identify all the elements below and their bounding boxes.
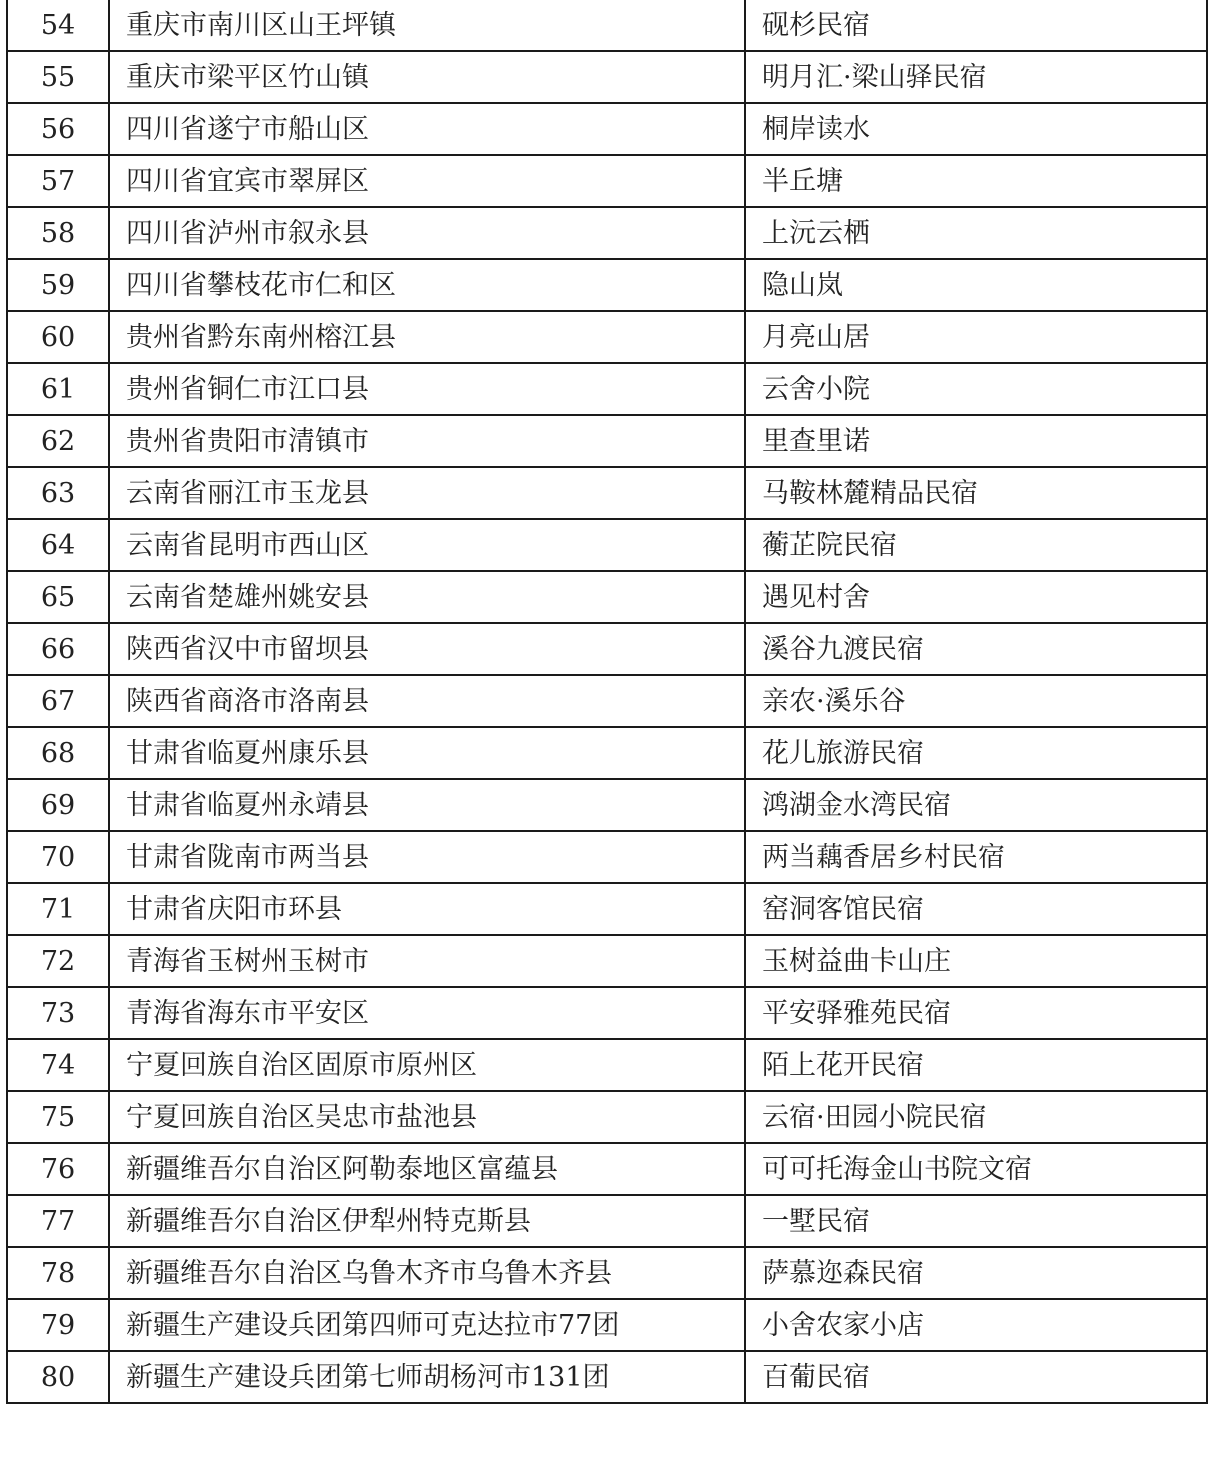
- homestay-list-table: [6, 0, 1208, 1404]
- row-number-cell: 56: [7, 103, 109, 155]
- row-number-cell: 70: [7, 831, 109, 883]
- row-number-cell: 61: [7, 363, 109, 415]
- location-cell: 陕西省商洛市洛南县: [109, 675, 745, 727]
- table-row: [7, 0, 1207, 51]
- table-row: [7, 311, 1207, 363]
- table-row: [7, 1091, 1207, 1143]
- row-number-cell: 67: [7, 675, 109, 727]
- location-cell: 重庆市梁平区竹山镇: [109, 51, 745, 103]
- homestay-name-cell: 小舍农家小店: [745, 1299, 1207, 1351]
- location-cell: 甘肃省临夏州康乐县: [109, 727, 745, 779]
- table-row: [7, 519, 1207, 571]
- homestay-name-cell: 半丘塘: [745, 155, 1207, 207]
- location-cell: 青海省玉树州玉树市: [109, 935, 745, 987]
- location-cell: 新疆维吾尔自治区乌鲁木齐市乌鲁木齐县: [109, 1247, 745, 1299]
- row-number-cell: 71: [7, 883, 109, 935]
- location-cell: 新疆维吾尔自治区阿勒泰地区富蕴县: [109, 1143, 745, 1195]
- row-number-cell: 63: [7, 467, 109, 519]
- homestay-name-cell: 玉树益曲卡山庄: [745, 935, 1207, 987]
- homestay-name-cell: 窑洞客馆民宿: [745, 883, 1207, 935]
- homestay-name-cell: 花儿旅游民宿: [745, 727, 1207, 779]
- homestay-name-cell: 两当藕香居乡村民宿: [745, 831, 1207, 883]
- homestay-name-cell: 上沅云栖: [745, 207, 1207, 259]
- location-cell: 甘肃省临夏州永靖县: [109, 779, 745, 831]
- table-row: [7, 571, 1207, 623]
- table-row: [7, 1299, 1207, 1351]
- homestay-name-cell: 萨慕迩森民宿: [745, 1247, 1207, 1299]
- homestay-name-cell: 砚杉民宿: [745, 0, 1207, 51]
- location-cell: 青海省海东市平安区: [109, 987, 745, 1039]
- homestay-name-cell: 明月汇·梁山驿民宿: [745, 51, 1207, 103]
- table-row: [7, 1143, 1207, 1195]
- location-cell: 重庆市南川区山王坪镇: [109, 0, 745, 51]
- row-number-cell: 62: [7, 415, 109, 467]
- table-row: [7, 51, 1207, 103]
- homestay-name-cell: 陌上花开民宿: [745, 1039, 1207, 1091]
- location-cell: 云南省楚雄州姚安县: [109, 571, 745, 623]
- location-cell: 四川省遂宁市船山区: [109, 103, 745, 155]
- table-row: [7, 935, 1207, 987]
- row-number-cell: 57: [7, 155, 109, 207]
- row-number-cell: 79: [7, 1299, 109, 1351]
- homestay-name-cell: 百葡民宿: [745, 1351, 1207, 1403]
- homestay-name-cell: 一墅民宿: [745, 1195, 1207, 1247]
- location-cell: 四川省宜宾市翠屏区: [109, 155, 745, 207]
- location-cell: 新疆维吾尔自治区伊犁州特克斯县: [109, 1195, 745, 1247]
- table-row: [7, 467, 1207, 519]
- location-cell: 陕西省汉中市留坝县: [109, 623, 745, 675]
- location-cell: 云南省丽江市玉龙县: [109, 467, 745, 519]
- homestay-name-cell: 溪谷九渡民宿: [745, 623, 1207, 675]
- homestay-name-cell: 桐岸读水: [745, 103, 1207, 155]
- row-number-cell: 59: [7, 259, 109, 311]
- row-number-cell: 80: [7, 1351, 109, 1403]
- location-cell: 贵州省黔东南州榕江县: [109, 311, 745, 363]
- location-cell: 四川省泸州市叙永县: [109, 207, 745, 259]
- table-row: [7, 675, 1207, 727]
- row-number-cell: 72: [7, 935, 109, 987]
- table-row: [7, 259, 1207, 311]
- location-cell: 贵州省贵阳市清镇市: [109, 415, 745, 467]
- row-number-cell: 55: [7, 51, 109, 103]
- homestay-name-cell: 月亮山居: [745, 311, 1207, 363]
- row-number-cell: 75: [7, 1091, 109, 1143]
- location-cell: 新疆生产建设兵团第四师可克达拉市77团: [109, 1299, 745, 1351]
- homestay-name-cell: 蘅芷院民宿: [745, 519, 1207, 571]
- table-row: [7, 1039, 1207, 1091]
- table-row: [7, 987, 1207, 1039]
- location-cell: 新疆生产建设兵团第七师胡杨河市131团: [109, 1351, 745, 1403]
- table-row: [7, 103, 1207, 155]
- table-row: [7, 207, 1207, 259]
- row-number-cell: 68: [7, 727, 109, 779]
- location-cell: 宁夏回族自治区吴忠市盐池县: [109, 1091, 745, 1143]
- location-cell: 云南省昆明市西山区: [109, 519, 745, 571]
- table-row: [7, 727, 1207, 779]
- table-row: [7, 363, 1207, 415]
- table-row: [7, 1247, 1207, 1299]
- homestay-name-cell: 里查里诺: [745, 415, 1207, 467]
- row-number-cell: 60: [7, 311, 109, 363]
- location-cell: 甘肃省陇南市两当县: [109, 831, 745, 883]
- location-cell: 四川省攀枝花市仁和区: [109, 259, 745, 311]
- row-number-cell: 74: [7, 1039, 109, 1091]
- location-cell: 宁夏回族自治区固原市原州区: [109, 1039, 745, 1091]
- homestay-name-cell: 亲农·溪乐谷: [745, 675, 1207, 727]
- row-number-cell: 77: [7, 1195, 109, 1247]
- homestay-name-cell: 遇见村舍: [745, 571, 1207, 623]
- row-number-cell: 76: [7, 1143, 109, 1195]
- row-number-cell: 54: [7, 0, 109, 51]
- table-body: [7, 0, 1207, 1403]
- homestay-name-cell: 鸿湖金水湾民宿: [745, 779, 1207, 831]
- homestay-name-cell: 云舍小院: [745, 363, 1207, 415]
- homestay-name-cell: 隐山岚: [745, 259, 1207, 311]
- table-row: [7, 1195, 1207, 1247]
- table-row: [7, 415, 1207, 467]
- table-row: [7, 1351, 1207, 1403]
- table-row: [7, 831, 1207, 883]
- location-cell: 甘肃省庆阳市环县: [109, 883, 745, 935]
- homestay-name-cell: 可可托海金山书院文宿: [745, 1143, 1207, 1195]
- row-number-cell: 66: [7, 623, 109, 675]
- row-number-cell: 69: [7, 779, 109, 831]
- table-row: [7, 623, 1207, 675]
- table-row: [7, 779, 1207, 831]
- row-number-cell: 65: [7, 571, 109, 623]
- homestay-name-cell: 马鞍林麓精品民宿: [745, 467, 1207, 519]
- homestay-name-cell: 云宿·田园小院民宿: [745, 1091, 1207, 1143]
- row-number-cell: 58: [7, 207, 109, 259]
- table-row: [7, 155, 1207, 207]
- table-row: [7, 883, 1207, 935]
- location-cell: 贵州省铜仁市江口县: [109, 363, 745, 415]
- homestay-list-table-wrapper: [6, 0, 1208, 1404]
- row-number-cell: 73: [7, 987, 109, 1039]
- row-number-cell: 64: [7, 519, 109, 571]
- homestay-name-cell: 平安驿雅苑民宿: [745, 987, 1207, 1039]
- row-number-cell: 78: [7, 1247, 109, 1299]
